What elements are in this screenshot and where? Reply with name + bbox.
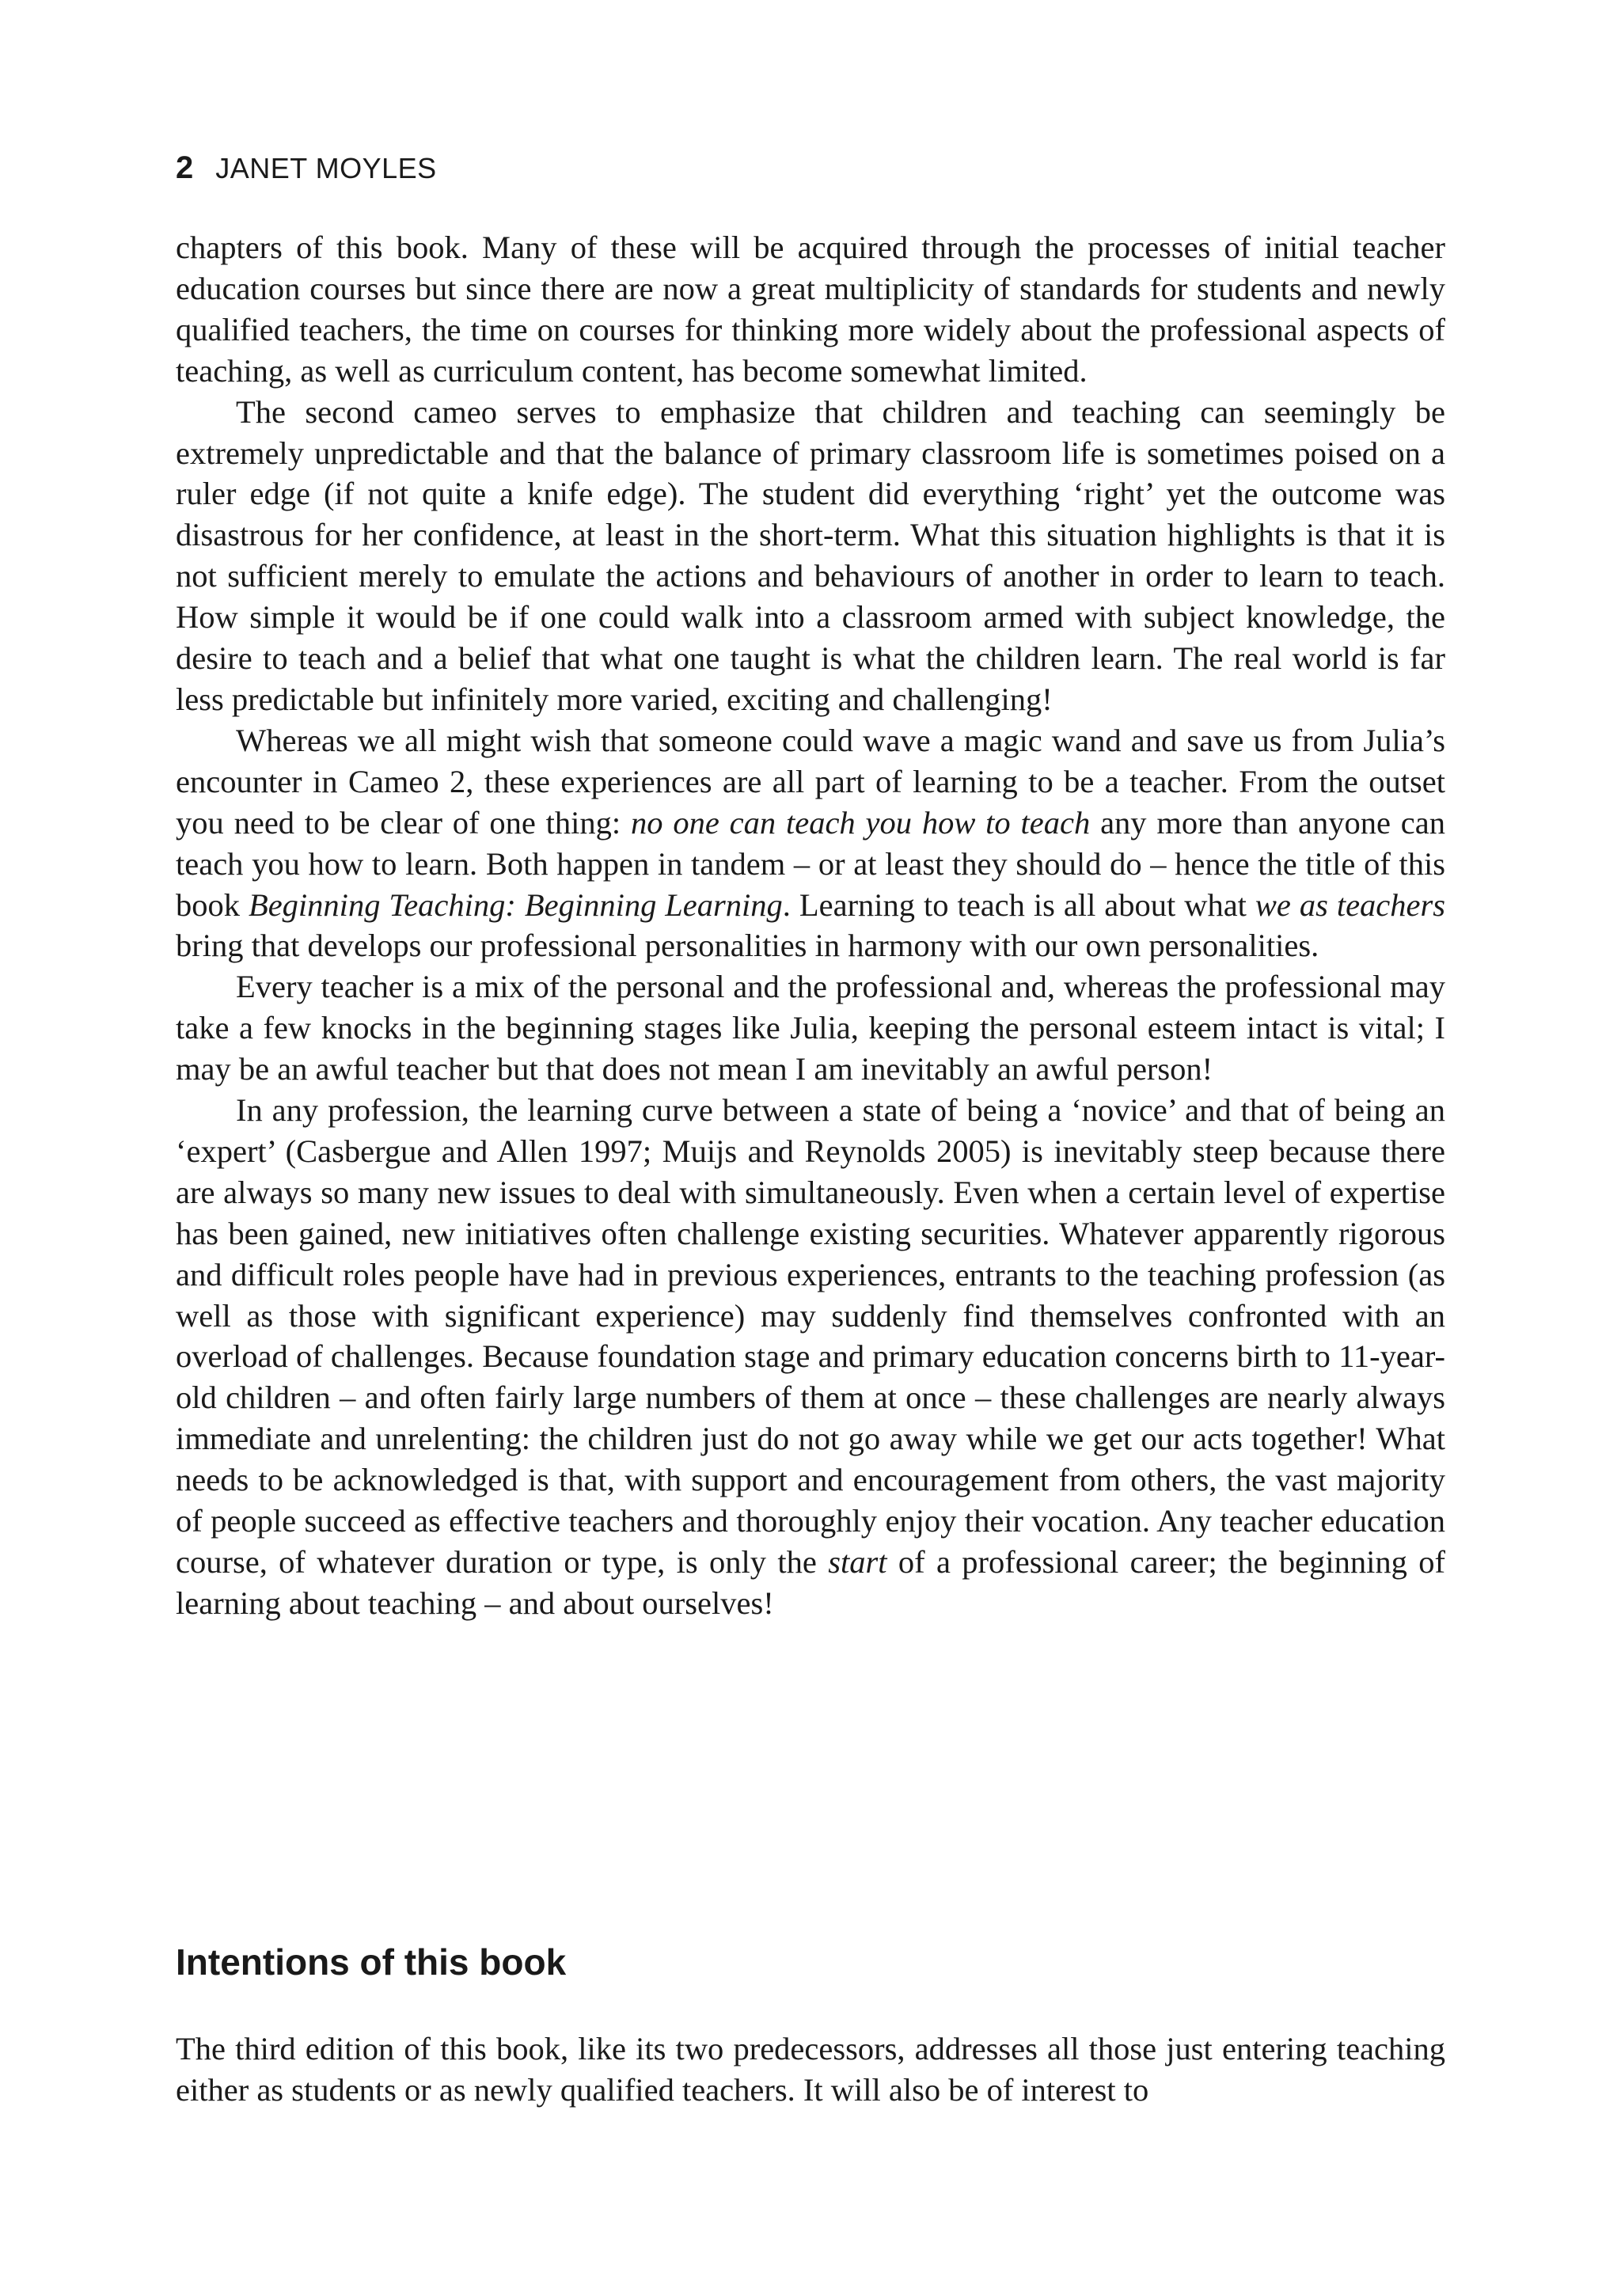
paragraph-3 xyxy=(176,720,1445,966)
paragraph-3-text-e: . Learning to teach is all about what xyxy=(782,886,1255,923)
paragraph-4: Every teacher is a mix of the personal and the professional and, whereas the professional may take a few knocks in the beginning stages like Julia, keeping the personal esteem intact is vital; I may be an awful teacher but that does not mean I am inevitably an awful person! xyxy=(176,969,1445,1087)
paragraph-5-text-a: In any profession, the learning curve between a state of being a ‘novice’ and that of being an ‘expert’ (Casbergue and Allen 1997; Muijs and Reynolds 2005) is inevitably steep because there are always so many new issues to deal with simultaneously. Even when a certain level of expertise has been gained, new initiatives often challenge existing securities. Whatever apparently rigorous and difficult roles people have had in previous experiences, entrants to the teaching profession (as well as those with significant experience) may suddenly find themselves confronted with an overload of challenges. Because foundation stage and primary education concerns birth to 11-year-old children – and often fairly large numbers of them at once – these challenges are nearly always immediate and unrelenting: the children just do not go away while we get our acts together! What needs to be acknowledged is that, with support and encouragement from others, the vast majority of people succeed as effective teachers and thoroughly enjoy their vocation. Any teacher education course, of whatever duration or type, is only the xyxy=(176,1092,1445,1580)
section-body-text xyxy=(176,2028,1445,2111)
paragraph-3-emphasis-teachers: we as teachers xyxy=(1255,886,1446,923)
body-text xyxy=(176,227,1445,1624)
book-title-italic: Beginning Teaching: Beginning Learning xyxy=(248,886,783,923)
paragraph-3-text-a: Whereas we all might wish that someone could wave a magic wand and save us from Julia’s encounter in Cameo 2, these experiences are all part of learning to be a teacher. From the outset you need to be clear of one thing: xyxy=(176,722,1445,841)
paragraph-3-text-c: any more than anyone can teach you how to learn. Both happen in tandem – or at least they should do – hence the title of this book xyxy=(176,804,1445,923)
paragraph-5-text-c: of a professional career; the beginning of learning about teaching – and about ourselves! xyxy=(176,1544,1445,1621)
paragraph-5-emphasis-start: start xyxy=(828,1544,887,1580)
running-head-author: JANET MOYLES xyxy=(215,152,437,184)
running-head xyxy=(176,150,437,186)
section-heading: Intentions of this book xyxy=(176,1941,567,1983)
paragraph-3-emphasis-teach: no one can teach you how to teach xyxy=(631,804,1091,841)
paragraph-5 xyxy=(176,1090,1445,1624)
section-paragraph-1: The third edition of this book, like its two predecessors, addresses all those just entering teaching either as students or as newly qualified teachers. It will also be of interest to xyxy=(176,2031,1445,2108)
paragraph-2: The second cameo serves to emphasize that children and teaching can seemingly be extremely unpredictable and that the balance of primary classroom life is sometimes poised on a ruler edge (if not quite a knife edge). The student did everything ‘right’ yet the outcome was disastrous for her confidence, at least in the short-term. What this situation highlights is that it is not sufficient merely to emulate the actions and behaviours of another in order to learn to teach. How simple it would be if one could walk into a classroom armed with subject knowledge, the desire to teach and a belief that what one taught is what the children learn. The real world is far less predictable but infinitely more varied, exciting and challenging! xyxy=(176,393,1445,717)
page-number: 2 xyxy=(176,150,194,185)
paragraph-3-text-g: bring that develops our professional personalities in harmony with our own personalities. xyxy=(176,928,1319,964)
paragraph-1: chapters of this book. Many of these will be acquired through the processes of initial teacher education courses but since there are now a great multiplicity of standards for students and newly qualified teachers, the time on courses for thinking more widely about the professional aspects of teaching, as well as curriculum content, has become somewhat limited. xyxy=(176,230,1445,389)
